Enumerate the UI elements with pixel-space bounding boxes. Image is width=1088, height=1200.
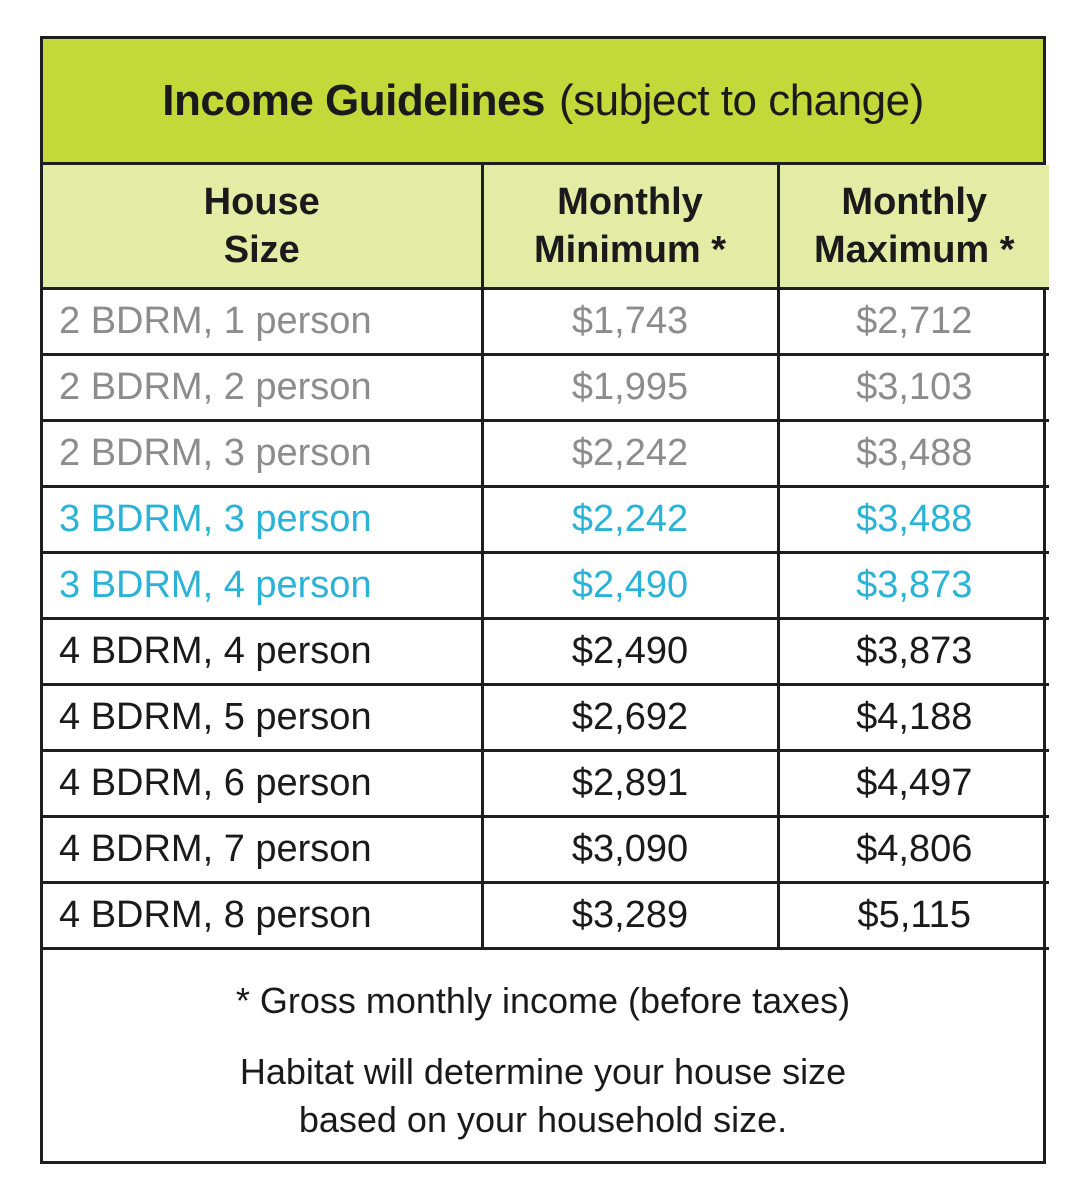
monthly-maximum-cell: $4,188	[778, 685, 1049, 751]
monthly-maximum-cell: $5,115	[778, 883, 1049, 949]
monthly-minimum-cell: $1,995	[482, 355, 778, 421]
gross-income-note: * Gross monthly income (before taxes)	[235, 980, 851, 1021]
header-monthly-maximum: Monthly Maximum *	[778, 165, 1049, 289]
habitat-note-line-2: based on your household size.	[298, 1099, 788, 1140]
house-size-cell: 4 BDRM, 6 person	[43, 751, 482, 817]
page-title: Income Guidelines	[162, 75, 545, 125]
house-size-cell: 4 BDRM, 5 person	[43, 685, 482, 751]
house-size-cell: 3 BDRM, 4 person	[43, 553, 482, 619]
table-row	[43, 421, 1049, 487]
monthly-minimum-cell: $1,743	[482, 289, 778, 355]
monthly-minimum-cell: $2,891	[482, 751, 778, 817]
income-guidelines-card	[40, 36, 1046, 1164]
monthly-minimum-cell: $3,090	[482, 817, 778, 883]
table-row	[43, 685, 1049, 751]
house-size-cell: 4 BDRM, 4 person	[43, 619, 482, 685]
monthly-minimum-cell: $2,242	[482, 421, 778, 487]
table-row	[43, 883, 1049, 949]
house-size-cell: 2 BDRM, 1 person	[43, 289, 482, 355]
house-size-cell: 4 BDRM, 7 person	[43, 817, 482, 883]
house-size-cell: 2 BDRM, 3 person	[43, 421, 482, 487]
house-size-cell: 4 BDRM, 8 person	[43, 883, 482, 949]
monthly-maximum-cell: $4,806	[778, 817, 1049, 883]
monthly-maximum-cell: $3,873	[778, 553, 1049, 619]
table-row	[43, 355, 1049, 421]
monthly-minimum-cell: $2,242	[482, 487, 778, 553]
title-bar	[43, 39, 1043, 165]
monthly-minimum-cell: $3,289	[482, 883, 778, 949]
table-row	[43, 751, 1049, 817]
table-row	[43, 487, 1049, 553]
header-monthly-minimum: Monthly Minimum *	[482, 165, 778, 289]
house-size-cell: 3 BDRM, 3 person	[43, 487, 482, 553]
page-subtitle: (subject to change)	[559, 75, 924, 125]
habitat-note-line-1: Habitat will determine your house size	[239, 1051, 847, 1092]
monthly-maximum-cell: $3,873	[778, 619, 1049, 685]
monthly-minimum-cell: $2,692	[482, 685, 778, 751]
table-row	[43, 619, 1049, 685]
monthly-minimum-cell: $2,490	[482, 619, 778, 685]
table-row	[43, 817, 1049, 883]
header-house-size: House Size	[43, 165, 482, 289]
table-header-row	[43, 165, 1049, 289]
house-size-cell: 2 BDRM, 2 person	[43, 355, 482, 421]
income-table	[43, 165, 1049, 950]
monthly-maximum-cell: $3,103	[778, 355, 1049, 421]
table-row	[43, 553, 1049, 619]
table-row	[43, 289, 1049, 355]
monthly-maximum-cell: $2,712	[778, 289, 1049, 355]
monthly-minimum-cell: $2,490	[482, 553, 778, 619]
monthly-maximum-cell: $3,488	[778, 421, 1049, 487]
monthly-maximum-cell: $3,488	[778, 487, 1049, 553]
monthly-maximum-cell: $4,497	[778, 751, 1049, 817]
footnotes	[43, 950, 1043, 1144]
